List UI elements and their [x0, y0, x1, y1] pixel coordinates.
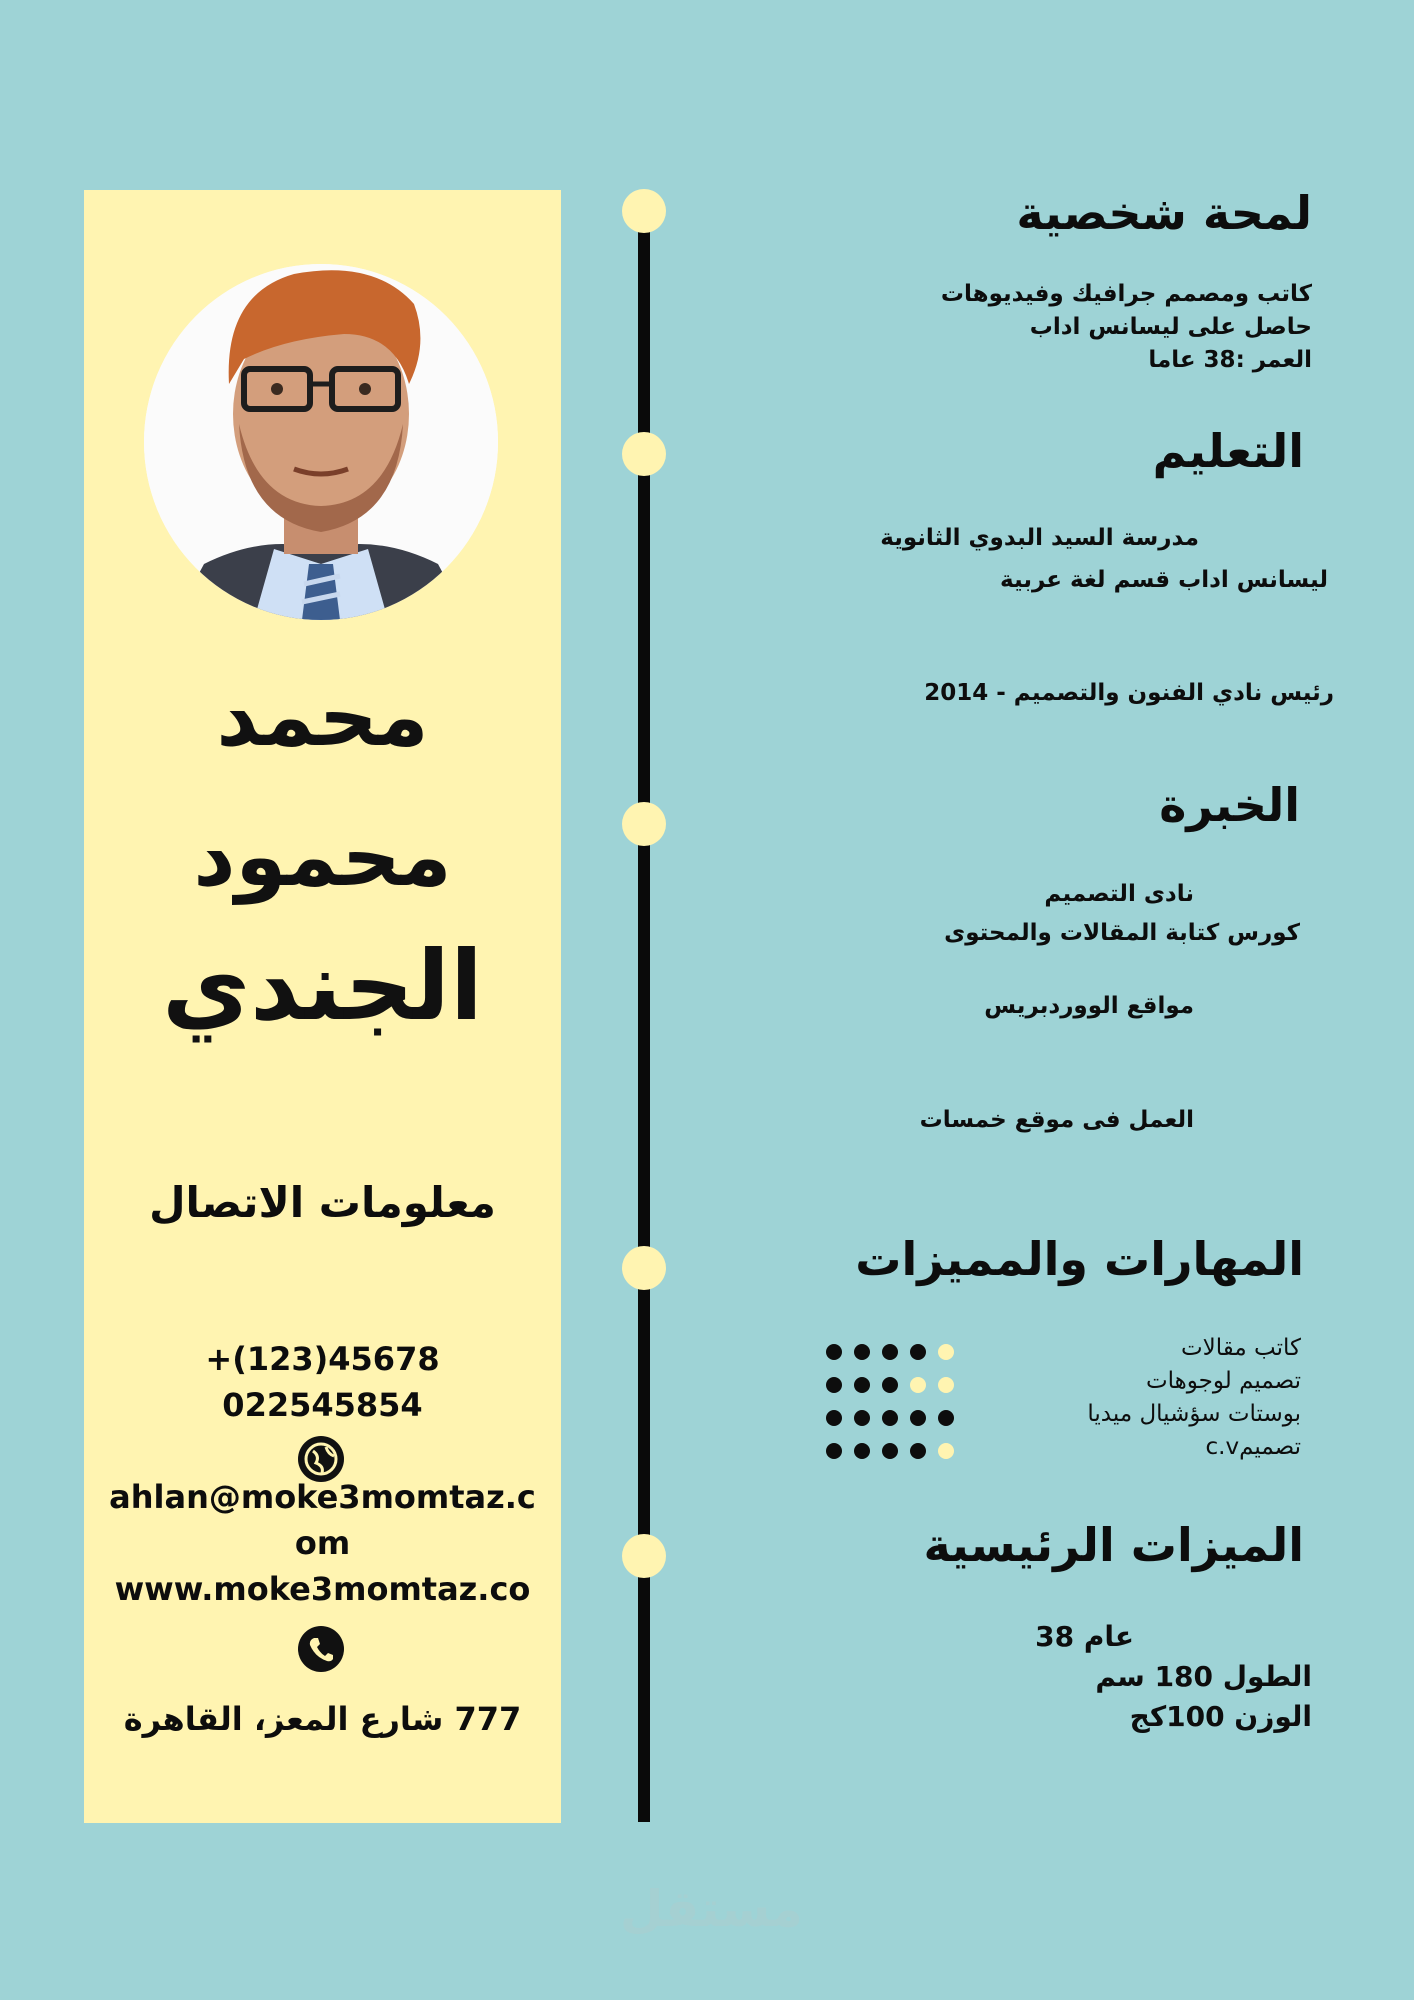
education-school: مدرسة السيد البدوي الثانوية: [880, 525, 1199, 551]
skill-rating-dot: [854, 1410, 870, 1426]
contact-title: معلومات الاتصال: [149, 1178, 496, 1227]
experience-item-2: كورس كتابة المقالات والمحتوى: [944, 920, 1300, 946]
name-middle: محمود: [193, 810, 452, 905]
skill-rating-dot: [938, 1443, 954, 1459]
skill-rating-dot: [910, 1377, 926, 1393]
name-last: الجندي: [162, 930, 483, 1042]
skill-rating-dot: [882, 1344, 898, 1360]
skill-item-3: بوستات سؤشيال ميديا: [1087, 1401, 1301, 1427]
skills-title: المهارات والمميزات: [855, 1232, 1304, 1286]
skill-item-2: تصميم لوجوهات: [1146, 1368, 1301, 1394]
experience-item-1: نادى التصميم: [1044, 881, 1194, 907]
skills-rating-grid: [824, 1340, 964, 1470]
about-line-3: العمر :38 عاما: [1148, 347, 1312, 373]
experience-title: الخبرة: [1159, 778, 1300, 832]
skill-rating-dot: [938, 1410, 954, 1426]
skill-rating-dot: [826, 1377, 842, 1393]
skill-item-1: كاتب مقالات: [1181, 1335, 1301, 1361]
feature-item-2: الطول 180 سم: [1095, 1660, 1312, 1693]
skill-rating-dot: [854, 1443, 870, 1459]
skill-rating-dot: [854, 1344, 870, 1360]
email-line-2: om: [294, 1524, 351, 1562]
skill-item-4: تصميمc.v: [1205, 1434, 1301, 1460]
email-line-1: ahlan@moke3momtaz.c: [109, 1478, 536, 1516]
skill-rating-dot: [910, 1344, 926, 1360]
globe-icon: [298, 1436, 344, 1482]
education-title: التعليم: [1152, 424, 1304, 478]
skill-rating-dot: [882, 1377, 898, 1393]
timeline-dot-education: [622, 432, 666, 476]
education-degree: ليسانس اداب قسم لغة عربية: [1000, 567, 1328, 593]
phone-number-1: +(123)45678: [205, 1340, 440, 1378]
avatar-illustration: [144, 264, 498, 620]
experience-item-3: مواقع الووردبريس: [984, 993, 1194, 1019]
profile-photo: [144, 264, 498, 620]
skill-rating-dot: [938, 1377, 954, 1393]
name-first: محمد: [216, 670, 429, 765]
phone-icon: [298, 1626, 344, 1672]
features-title: الميزات الرئيسية: [923, 1518, 1304, 1572]
feature-item-1: عام 38: [1035, 1620, 1134, 1653]
skill-rating-dot: [882, 1443, 898, 1459]
skill-rating-dot: [882, 1410, 898, 1426]
watermark-logo: مستقل: [620, 1880, 803, 1938]
timeline-dot-about: [622, 189, 666, 233]
website: www.moke3momtaz.co: [114, 1570, 531, 1608]
about-title: لمحة شخصية: [1016, 186, 1312, 240]
skill-rating-dot: [910, 1410, 926, 1426]
education-note: رئيس نادي الفنون والتصميم - 2014: [924, 680, 1334, 706]
phone-number-2: 022545854: [222, 1386, 423, 1424]
skill-rating-dot: [826, 1410, 842, 1426]
feature-item-3: الوزن 100كج: [1129, 1700, 1312, 1733]
about-line-1: كاتب ومصمم جرافيك وفيديوهات: [940, 281, 1312, 307]
about-line-2: حاصل على ليسانس اداب: [1029, 314, 1312, 340]
skill-rating-dot: [826, 1443, 842, 1459]
skill-rating-dot: [854, 1377, 870, 1393]
skill-rating-dot: [938, 1344, 954, 1360]
experience-item-4: العمل فى موقع خمسات: [919, 1107, 1194, 1133]
skill-rating-dot: [826, 1344, 842, 1360]
timeline-dot-skills: [622, 1246, 666, 1290]
timeline-dot-experience: [622, 802, 666, 846]
timeline-dot-features: [622, 1534, 666, 1578]
skill-rating-dot: [910, 1443, 926, 1459]
address: 777 شارع المعز، القاهرة: [123, 1700, 522, 1738]
